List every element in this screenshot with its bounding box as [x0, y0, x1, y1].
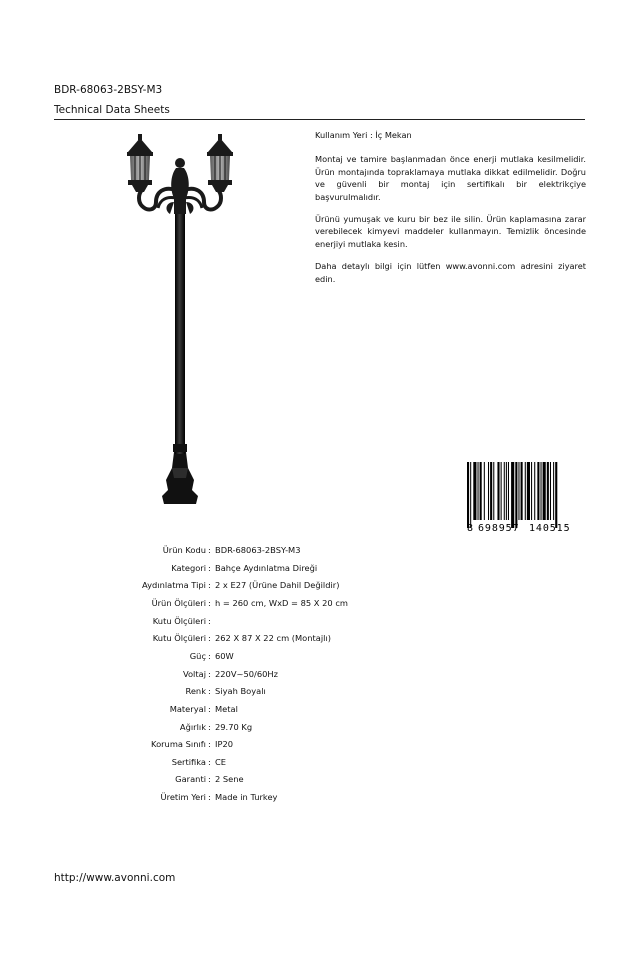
spec-row: [0, 774, 640, 788]
barcode-bar: [525, 462, 526, 520]
spec-value: 2 Sene: [215, 774, 244, 785]
spec-label: Kutu Ölçüleri: [152, 633, 206, 644]
barcode-bar: [467, 462, 469, 528]
spec-value: IP20: [215, 739, 234, 750]
more-info-note: Daha detaylı bilgi için lütfen www.avonni.com adresini ziyaret edin.: [315, 261, 586, 284]
spec-row: [0, 633, 640, 647]
footer-url[interactable]: http://www.avonni.com: [54, 872, 176, 884]
product-code-title: BDR-68063-2BSY-M3: [54, 84, 163, 96]
spec-label: Kutu Ölçüleri: [152, 615, 206, 626]
spec-separator: :: [208, 650, 211, 661]
spec-label: Aydınlatma Tipi: [142, 580, 206, 591]
spec-label: Koruma Sınıfı: [151, 739, 206, 750]
spec-label: Ağırlık: [179, 721, 206, 732]
barcode-bar: [508, 462, 509, 520]
spec-separator: :: [208, 703, 211, 714]
spec-separator: :: [208, 580, 211, 591]
spec-separator: :: [208, 774, 211, 785]
spec-row: [0, 545, 640, 559]
barcode-bar: [493, 462, 494, 520]
spec-row: [0, 704, 640, 718]
datasheet-subtitle: Technical Data Sheets: [54, 104, 170, 116]
header-divider: [54, 119, 585, 120]
spec-value: BDR-68063-2BSY-M3: [215, 545, 301, 555]
cleaning-instructions: Ürünü yumuşak ve kuru bir bez ile silin. Ürün kaplamasına zarar verebilecek kimyevi maddeler kullanmayın. Temizlik öncesinde enerjiyi mutlaka kesin.: [315, 214, 586, 249]
spec-separator: :: [208, 545, 211, 555]
spec-row: [0, 669, 640, 683]
barcode-left-group: 698957: [478, 523, 520, 532]
spec-separator: :: [208, 721, 211, 732]
spec-label: Renk: [185, 686, 206, 697]
spec-separator: :: [208, 739, 211, 750]
barcode-bar: [550, 462, 551, 520]
spec-label: Ürün Kodu: [162, 545, 206, 555]
spec-separator: :: [208, 562, 211, 573]
barcode-bar: [478, 462, 479, 520]
spec-value: CE: [215, 756, 227, 767]
barcode-bar: [484, 462, 485, 520]
spec-value: 262 X 87 X 22 cm (Montajlı): [215, 633, 332, 644]
spec-separator: :: [208, 597, 211, 608]
barcode-bar: [470, 462, 471, 528]
spec-label: Voltaj: [182, 668, 206, 679]
spec-row: [0, 686, 640, 700]
spec-value: h = 260 cm, WxD = 85 X 20 cm: [215, 597, 348, 608]
spec-row: [0, 598, 640, 612]
spec-label: Sertifika: [171, 756, 206, 767]
barcode-bar: [506, 462, 507, 520]
barcode-bar: [543, 462, 546, 520]
spec-value: 29.70 Kg: [215, 721, 253, 732]
spec-separator: :: [208, 686, 211, 697]
product-description: [315, 129, 586, 295]
spec-separator: :: [208, 792, 211, 803]
spec-label: Kategori: [171, 562, 206, 573]
barcode-icon: [465, 462, 585, 536]
spec-separator: :: [208, 633, 211, 644]
spec-value: 60W: [215, 650, 234, 661]
barcode-bar: [501, 462, 502, 520]
spec-label: Garanti: [175, 774, 206, 785]
spec-label: Materyal: [169, 703, 206, 714]
barcode-bar: [531, 462, 532, 520]
barcode-bar: [547, 462, 549, 520]
barcode-bar: [480, 462, 482, 520]
barcode-right-group: 140515: [529, 523, 571, 532]
spec-row: [0, 616, 640, 630]
barcode-bar: [473, 462, 476, 520]
spec-separator: :: [208, 615, 211, 626]
spec-value: 2 x E27 (Ürüne Dahil Değildir): [215, 580, 340, 591]
barcode-first-digit: 8: [467, 523, 474, 532]
barcode-bar: [490, 462, 492, 520]
spec-value: Siyah Boyalı: [215, 686, 266, 697]
spec-row: [0, 757, 640, 771]
spec-label: Üretim Yeri: [160, 792, 206, 803]
barcode-bar: [515, 462, 517, 528]
barcode-bar: [497, 462, 499, 520]
spec-separator: :: [208, 756, 211, 767]
spec-row: [0, 792, 640, 806]
barcode-bar: [504, 462, 505, 520]
barcode-bar: [534, 462, 535, 520]
barcode-bar: [527, 462, 530, 520]
spec-row: [0, 739, 640, 753]
spec-value: Metal: [215, 703, 238, 714]
spec-label: Ürün Ölçüleri: [151, 597, 206, 608]
barcode-bar: [553, 462, 554, 520]
spec-value: Bahçe Aydınlatma Direği: [215, 562, 318, 573]
barcode-bar: [518, 462, 519, 520]
spec-row: [0, 563, 640, 577]
barcode-bar: [555, 462, 557, 528]
barcode-bar: [521, 462, 523, 520]
spec-row: [0, 651, 640, 665]
spec-value: 220V~50/60Hz: [215, 668, 278, 679]
spec-row: [0, 722, 640, 736]
barcode-bar: [488, 462, 489, 520]
installation-warning: Montaj ve tamire başlanmadan önce enerji mutlaka kesilmelidir. Ürün montajında topraklamaya mutlaka dikkat edilmelidir. Doğru ve güvenli bir montaj için sertifikalı bir elektrikçiye başvurulmalıdır.: [315, 154, 586, 202]
spec-value: Made in Turkey: [215, 792, 278, 803]
usage-location: Kullanım Yeri : İç Mekan: [315, 130, 412, 140]
spec-label: Güç: [189, 650, 206, 661]
spec-row: [0, 580, 640, 594]
garden-lamp-post-icon: [120, 132, 240, 511]
barcode-bar: [537, 462, 539, 520]
barcode-bar: [541, 462, 542, 520]
spec-separator: :: [208, 668, 211, 679]
barcode-bar: [511, 462, 514, 528]
